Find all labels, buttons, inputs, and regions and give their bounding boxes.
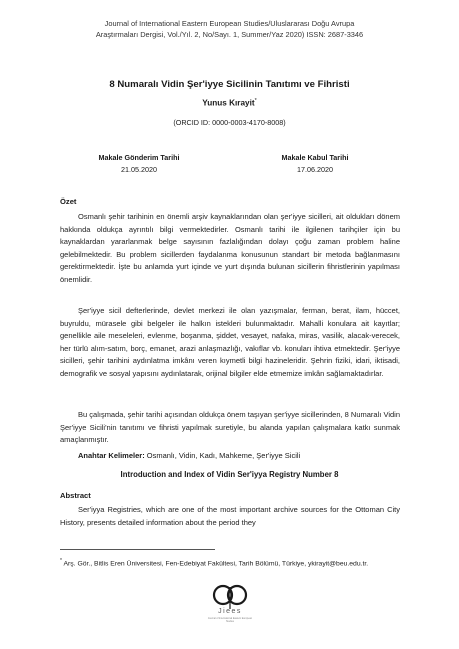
author-orcid: (ORCID ID: 0000-0003-4170-8008) bbox=[173, 118, 286, 127]
journal-line-1: Journal of International Eastern European Studies/Uluslararası Doğu Avrupa bbox=[104, 19, 355, 28]
author-name bbox=[0, 98, 459, 108]
abstract-tr-paragraph-2: Şer'iyye sicil defterlerinde, devlet merkezi ile olan yazışmalar, ferman, berat, ilam, hüccet, buyruldu, mürasele gibi belgeler ile halkın istekleri bulunmaktadır. Mahalli konulara ait kayıtlar; genellikle aile meseleleri, evlenme, boşanma, şiddet, vesayet, nafaka, miras, vasilik, alacak-verecek, her türlü alım-satım, borç, emanet, arazi anlaşmazlığı, vakıflar vb. konuları ihtiva etmektedir. Şer'iyye sicilleri, şehir tarihini aydınlatma imkânı veren kıymetli bilgi hazineleridir. Şehrin fiziki, idari, iktisadi, demografik ve sosyal yapısını aydınlatarak, orijinal bilgiler elde etmemize imkân sağlamaktadırlar. bbox=[60, 306, 400, 378]
acceptance-date-label: Makale Kabul Tarihi bbox=[281, 153, 349, 162]
keywords-list: Osmanlı, Vidin, Kadı, Mahkeme, Şer'iyye Sicili bbox=[144, 451, 301, 460]
footnote-text: Arş. Gör., Bitlis Eren Üniversitesi, Fen-Edebiyat Fakültesi, Tarih Bölümü, Türkiye, ykirayit@beu.edu.tr. bbox=[61, 560, 369, 568]
abstract-en-heading: Abstract bbox=[60, 491, 91, 500]
journal-header bbox=[0, 18, 459, 40]
abstract-tr-heading: Özet bbox=[60, 197, 77, 206]
submission-date-block bbox=[74, 152, 204, 176]
acceptance-date-block bbox=[250, 152, 380, 176]
author-name-text: Yunus Kırayit bbox=[202, 98, 255, 108]
footnote-mark: * bbox=[60, 558, 62, 564]
author-footnote-mark: * bbox=[254, 98, 257, 104]
keywords-line bbox=[60, 451, 400, 460]
english-title: Introduction and Index of Vidin Ser'iyya Registry Number 8 bbox=[120, 470, 339, 479]
acceptance-date: 17.06.2020 bbox=[297, 165, 333, 174]
article-title: 8 Numaralı Vidin Şer'iyye Sicilinin Tanıtımı ve Fihristi bbox=[109, 79, 350, 90]
logo-mark-icon bbox=[207, 583, 253, 609]
logo-text: Jiees bbox=[218, 608, 242, 615]
submission-date-label: Makale Gönderim Tarihi bbox=[98, 153, 180, 162]
footnote-separator bbox=[60, 549, 215, 550]
abstract-tr-paragraph-3: Bu çalışmada, şehir tarihi açısından oldukça önem taşıyan şer'iyye sicillerinden, 8 Numaralı Vidin Şer'iyye Sicili'nin tanıtımı ve fihristi yapılmak suretiyle, bu alanda yapılan çalışmalara katkı sunmak amaçlanmıştır. bbox=[60, 410, 400, 445]
abstract-tr-paragraph-1: Osmanlı şehir tarihinin en önemli arşiv kaynaklarından olan şer'iyye sicilleri, ait oldukları dönem hakkında oldukça ayrıntılı bilgi vermektedirler. Osmanlı tarihi ile ilgilenen tarihçiler için bu kaynaklardan yararlanmak belge sayısının fazlalığından dolayı çoğu zaman problem haline gelebilmektedir. Bu problem sicillerden faydalanma konusunun standart bir metoda bağlanmasını gerektirmektedir. İşte bu anlamda yurt içinde ve yurt dışında bulunan sicillerin fihristlerinin yapılması önemlidir. bbox=[60, 212, 400, 284]
abstract-en-paragraph-1: Ser'iyya Registries, which are one of the most important archive sources for the Ottoman City History, presents detailed information about the period they bbox=[60, 505, 400, 527]
submission-date: 21.05.2020 bbox=[121, 165, 157, 174]
footnote bbox=[60, 556, 400, 569]
journal-line-2: Araştırmaları Dergisi, Vol./Yıl. 2, No/Sayı. 1, Summer/Yaz 2020) ISSN: 2687-3346 bbox=[95, 30, 364, 39]
journal-logo bbox=[207, 583, 253, 623]
logo-subtext: Journal of International Eastern European Studies bbox=[207, 617, 253, 623]
keywords-label: Anahtar Kelimeler: bbox=[78, 451, 145, 460]
